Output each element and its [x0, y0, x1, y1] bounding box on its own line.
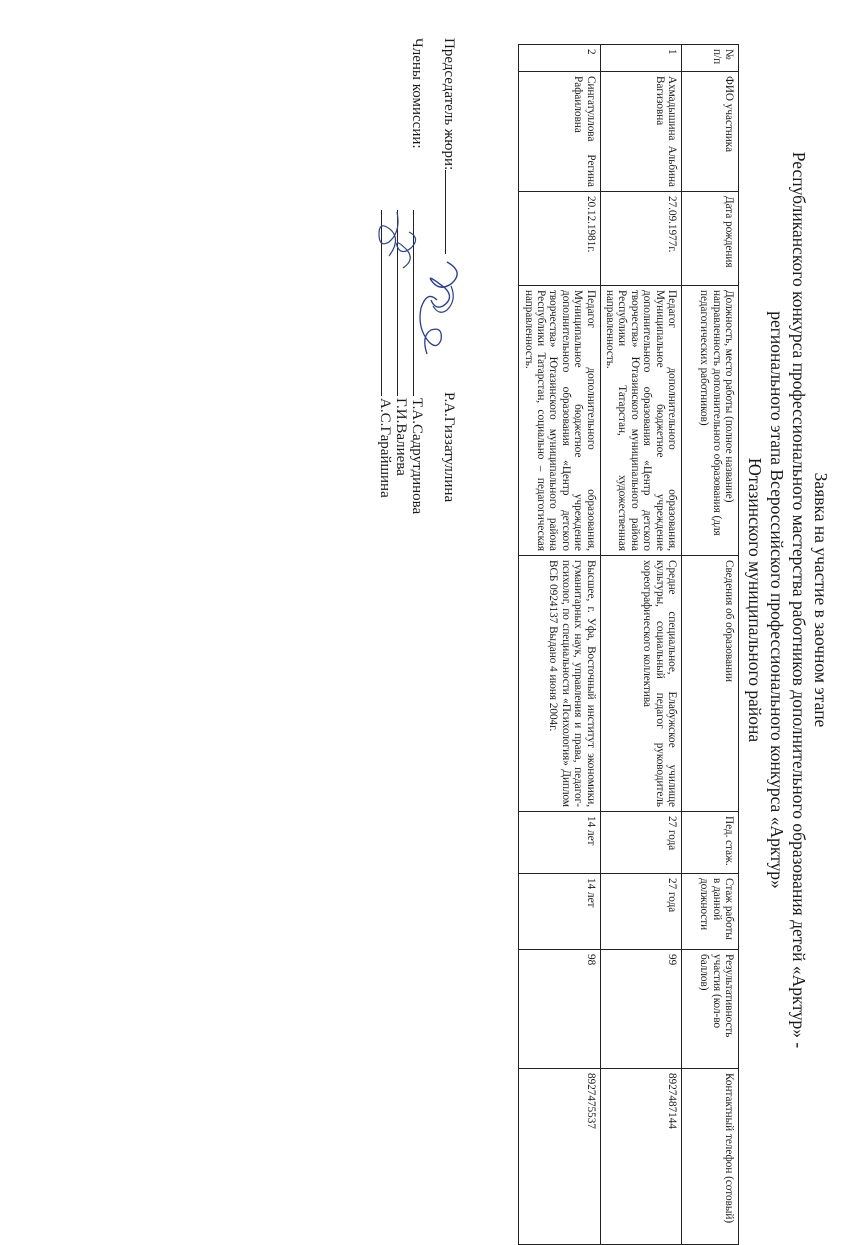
col-header-name: ФИО участника [682, 72, 739, 192]
doc-subtitle: Республиканского конкурса профессионального мастерства работников дополнительного образования детей «Арктур» - [789, 151, 809, 1049]
member-name: Т.А.Садрутдинова [409, 398, 425, 515]
cell-phone: 8927487144 [600, 1069, 681, 1245]
col-header-education: Сведения об образовании [682, 556, 739, 812]
cell-birth: 27.09.1977г. [600, 192, 681, 286]
col-header-ped-exp: Пед. стаж. [682, 812, 739, 874]
cell-name: Сингатуллова Регина Рафаиловна [519, 72, 600, 192]
col-header-phone: Контактный телефон (сотовый) [682, 1069, 739, 1245]
cell-education: Высшее, г. Уфа, Восточный институт экономики, гуманитарных наук, управления и права, педагог-психолог, по специальности «Психология» Диплом ВСБ 0924137 Выдано 4 июня 2004г. [519, 556, 600, 812]
cell-ped-exp: 14 лет [519, 812, 600, 874]
cell-position: Педагог дополнительного образования, Муниципальное бюджетное учреждение дополнительного образования «Центр детского творчества» Ютазинского муниципального района Республики Татарстан, художественная направленность. [600, 286, 681, 556]
cell-score: 99 [600, 950, 681, 1069]
col-header-position: Должность, место работы (полное название) направленность дополнительного образования (для педагогических работников) [682, 286, 739, 556]
cell-pos-exp: 27 года [600, 874, 681, 950]
chair-label: Председатель жюри: [441, 38, 457, 171]
member-name: А.С.Гарайшина [377, 398, 393, 498]
cell-education: Средне специальное, Елабужское училище культуры, социальный педагог руководитель хореографического коллектива [600, 556, 681, 812]
cell-phone: 8927475537 [519, 1069, 600, 1245]
col-header-pos-exp: Стаж работы в данной должности [682, 874, 739, 950]
cell-position: Педагог дополнительного образования, Муниципальное бюджетное учреждение дополнительного образования «Центр детского творчества» Ютазинского муниципального района Республики Татарстан, социально – педагогическая направленность. [519, 286, 600, 556]
col-header-birth: Дата рождения [682, 192, 739, 286]
member2-signature [397, 232, 416, 268]
col-header-num: № п/п [682, 45, 739, 72]
member1-signature [420, 296, 441, 354]
cell-num: 2 [519, 45, 600, 72]
doc-subtitle-2: регионального этапа Всероссийского профессионального конкурса «Арктур» [767, 311, 787, 889]
chair-name: Р.А.Гиззатуллина [441, 392, 457, 503]
district-name: Ютазинского муниципального района [745, 457, 765, 743]
cell-pos-exp: 14 лет [519, 874, 600, 950]
cell-birth: 20.12.1981г. [519, 192, 600, 286]
cell-num: 1 [600, 45, 681, 72]
member-name: Г.И.Валиева [393, 398, 409, 476]
doc-title: Заявка на участие в заочном этапе [811, 472, 831, 728]
cell-name: Ахмадышина Альбина Вагизовна [600, 72, 681, 192]
cell-ped-exp: 27 года [600, 812, 681, 874]
member3-signature [379, 212, 398, 256]
cell-score: 98 [519, 950, 600, 1069]
members-label: Члены комиссии: [409, 38, 425, 149]
col-header-score: Результативность участия (кол-во баллов) [682, 950, 739, 1069]
